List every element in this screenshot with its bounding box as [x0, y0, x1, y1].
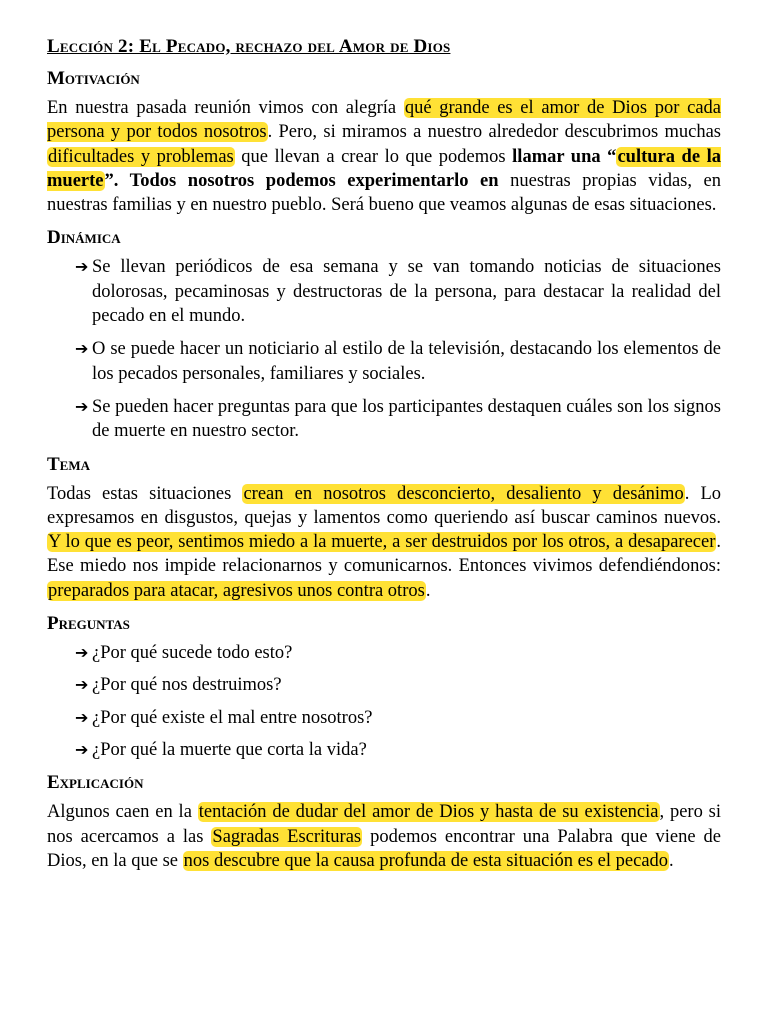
highlighted-text: Y lo que es peor, sentimos miedo a la muerte, a ser destruidos por los otros, a desaparecer: [48, 532, 716, 553]
paragraph-explicacion: [47, 800, 721, 873]
list-item-text: ¿Por qué nos destruimos?: [92, 675, 282, 696]
list-item: [75, 337, 721, 386]
right-arrow-icon: ➔: [75, 643, 89, 663]
highlighted-text: tentación de dudar del amor de Dios y hasta de su existencia: [198, 802, 659, 823]
right-arrow-icon: ➔: [75, 257, 89, 277]
list-item: [75, 641, 721, 665]
right-arrow-icon: ➔: [75, 675, 89, 695]
text-segment: Todas estas situaciones: [47, 483, 243, 504]
dinamica-list: [47, 255, 721, 443]
right-arrow-icon: ➔: [75, 339, 89, 359]
text-segment: . Lo expresamos en disgustos, quejas y lamentos como queriendo así buscar caminos nuevos.: [47, 483, 721, 528]
list-item: [75, 255, 721, 328]
highlighted-text: cultura de la muerte: [47, 146, 721, 191]
right-arrow-icon: ➔: [75, 739, 89, 759]
right-arrow-icon: ➔: [75, 707, 89, 727]
bold-text: ”. Todos nosotros podemos experimentarlo en: [104, 170, 499, 191]
text-segment: Algunos caen en la: [47, 802, 198, 823]
text-segment: podemos encontrar una Palabra que viene de Dios, en la que se: [47, 826, 721, 871]
text-segment: .: [669, 850, 674, 871]
heading-preguntas: Preguntas: [47, 613, 130, 635]
highlighted-text: nos descubre que la causa profunda de esta situación es el pecado: [183, 850, 669, 871]
list-item: [75, 395, 721, 444]
list-item-text: Se pueden hacer preguntas para que los participantes destaquen cuáles son los signos de muerte en nuestro sector.: [92, 396, 721, 442]
text-segment: . Ese miedo nos impide relacionarnos y comunicarnos. Entonces vivimos defendiéndonos:: [47, 532, 721, 577]
text-segment: nuestras propias vidas, en nuestras familias y en nuestro pueblo. Será bueno que veamos algunas de esas situaciones.: [47, 170, 721, 216]
list-item-text: ¿Por qué sucede todo esto?: [92, 643, 293, 664]
list-item-text: ¿Por qué existe el mal entre nosotros?: [92, 707, 373, 728]
highlighted-text: crean en nosotros desconcierto, desaliento y desánimo: [243, 483, 684, 504]
text-segment: En nuestra pasada reunión vimos con alegría: [47, 98, 404, 118]
list-item-text: O se puede hacer un noticiario al estilo de la televisión, destacando los elementos de los pecados personales, familiares y sociales.: [92, 339, 721, 384]
list-item: [75, 673, 721, 697]
list-item: [75, 706, 721, 730]
text-segment: , pero si nos acercamos a las: [47, 802, 722, 847]
preguntas-list: [47, 641, 721, 762]
heading-explicacion: Explicación: [47, 772, 144, 794]
lesson-title: Lección 2: El Pecado, rechazo del Amor de Dios: [47, 36, 451, 57]
right-arrow-icon: ➔: [75, 396, 89, 416]
list-item-text: ¿Por qué la muerte que corta la vida?: [92, 739, 367, 760]
highlighted-text: preparados para atacar, agresivos unos contra otros: [48, 580, 425, 601]
heading-tema: Tema: [47, 453, 91, 475]
paragraph-motivacion: [47, 96, 721, 217]
highlighted-text: qué grande es el amor de Dios por cada persona y por todos nosotros: [47, 98, 721, 143]
highlighted-text: Sagradas Escrituras: [212, 826, 362, 847]
paragraph-tema: [47, 482, 721, 603]
text-segment: que llevan a crear lo que podemos: [234, 146, 513, 167]
heading-dinamica: Dinámica: [47, 227, 121, 249]
heading-motivacion: Motivación: [47, 68, 140, 89]
list-item: [75, 738, 721, 762]
list-item-text: Se llevan periódicos de esa semana y se van tomando noticias de situaciones dolorosas, pecaminosas y destructoras de la persona, para destacar la realidad del pecado en el mundo.: [92, 257, 721, 327]
highlighted-text: dificultades y problemas: [48, 146, 234, 167]
text-segment: .: [425, 580, 431, 601]
bold-text: llamar una “: [512, 146, 617, 167]
text-segment: . Pero, si miramos a nuestro alrededor descubrimos muchas: [267, 122, 721, 143]
